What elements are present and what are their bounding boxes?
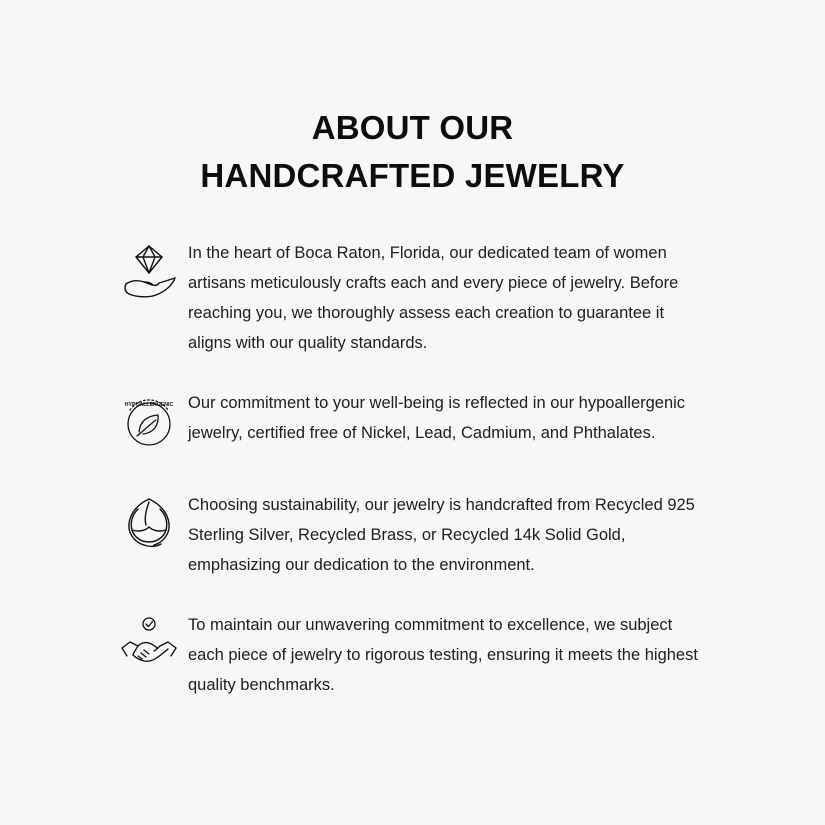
feature-list	[0, 236, 825, 700]
page-title	[0, 0, 825, 200]
handshake-check-icon	[110, 608, 188, 682]
page-title-line-1: ABOUT OUR	[311, 109, 514, 146]
hypoallergenic-leaf-icon	[110, 386, 188, 460]
list-item	[110, 236, 755, 358]
feature-text: Choosing sustainability, our jewelry is handcrafted from Recycled 925 Sterling Silver, Recycled Brass, or Recycled 14k Solid Gold, emphasizing our dedication to the environment.	[188, 496, 695, 574]
feature-text: In the heart of Boca Raton, Florida, our dedicated team of women artisans meticulously crafts each and every piece of jewelry. Before reaching you, we thoroughly assess each creation to guarantee it aligns with our quality standards.	[188, 244, 679, 352]
feature-text: Our commitment to your well-being is reflected in our hypoallergenic jewelry, certified free of Nickel, Lead, Cadmium, and Phthalates.	[188, 394, 686, 442]
feature-text: To maintain our unwavering commitment to excellence, we subject each piece of jewelry to rigorous testing, ensuring it meets the highest quality benchmarks.	[188, 616, 698, 694]
recycle-leaves-icon	[110, 488, 188, 562]
page-title-line-2: HANDCRAFTED JEWELRY	[200, 157, 625, 194]
list-item	[110, 608, 755, 700]
svg-text:HYPOALLERGENIC: HYPOALLERGENIC	[124, 402, 174, 408]
list-item	[110, 386, 755, 460]
diamond-in-hand-icon	[110, 236, 188, 310]
list-item	[110, 488, 755, 580]
